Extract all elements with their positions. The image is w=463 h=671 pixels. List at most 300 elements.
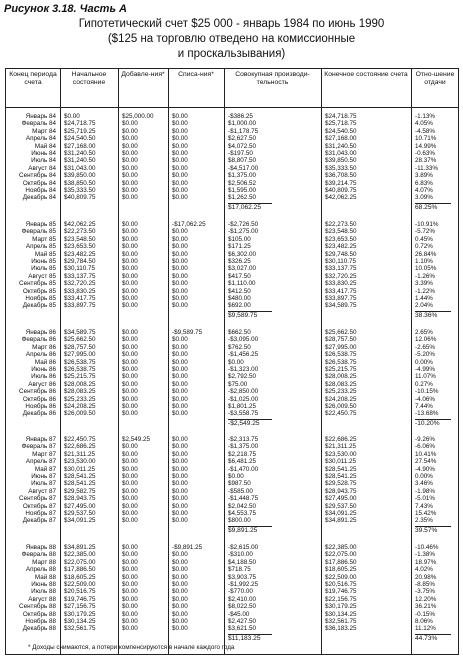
cell-profit: -$386.25 bbox=[228, 113, 253, 120]
cell-return: 10.41% bbox=[415, 450, 437, 458]
cell-start: $28,757.50 bbox=[64, 343, 96, 351]
cell-start: $24,718.75 bbox=[64, 120, 96, 128]
cell-profit: $171.25 bbox=[228, 243, 251, 251]
cell-profit: -$1,992.25 bbox=[228, 581, 259, 588]
cell-return: 14.99% bbox=[415, 142, 437, 150]
cell-added: $0.00 bbox=[122, 164, 138, 172]
cell-end: $31,043.00 bbox=[325, 150, 357, 157]
cell-end: $24,718.75 bbox=[325, 113, 357, 120]
year-total-return: -10.20% bbox=[415, 419, 440, 427]
cell-end: $42,062.25 bbox=[325, 194, 357, 202]
account-table bbox=[5, 68, 459, 655]
table-row bbox=[6, 588, 458, 595]
cell-end: $33,897.75 bbox=[325, 295, 357, 302]
cell-profit: $2,410.00 bbox=[228, 595, 257, 603]
cell-profit: $718.75 bbox=[228, 566, 251, 574]
table-row bbox=[6, 172, 458, 179]
cell-withdrawn: $0.00 bbox=[172, 135, 188, 143]
cell-added: $0.00 bbox=[122, 127, 138, 135]
cell-profit: $762.50 bbox=[228, 343, 251, 351]
cell-start: $42,062.25 bbox=[64, 221, 96, 228]
cell-added: $0.00 bbox=[122, 573, 138, 581]
cell-start: $30,011.25 bbox=[64, 465, 96, 473]
cell-end: $35,333.50 bbox=[325, 164, 357, 172]
cell-return: -5.72% bbox=[415, 228, 435, 236]
table-row bbox=[6, 388, 458, 395]
cell-profit: $3,621.50 bbox=[228, 625, 257, 633]
table-row bbox=[6, 135, 458, 142]
cell-start: $30,134.25 bbox=[64, 618, 96, 625]
cell-end: $22,385.00 bbox=[325, 544, 357, 551]
cell-start: $29,537.50 bbox=[64, 510, 96, 517]
cell-added: $0.00 bbox=[122, 566, 138, 574]
cell-return: -3.75% bbox=[415, 588, 435, 596]
cell-month: Ноябрь 85 bbox=[25, 295, 56, 302]
cell-added: $0.00 bbox=[122, 179, 138, 187]
cell-added: $0.00 bbox=[122, 517, 138, 525]
table-row bbox=[6, 280, 458, 287]
cell-return: 2.04% bbox=[415, 302, 433, 310]
cell-added: $0.00 bbox=[122, 228, 138, 236]
cell-end: $22,273.50 bbox=[325, 221, 357, 228]
cell-end: $30,110.75 bbox=[325, 258, 357, 265]
cell-profit: -$310.00 bbox=[228, 551, 253, 559]
table-row bbox=[6, 295, 458, 302]
cell-withdrawn: $0.00 bbox=[172, 566, 188, 574]
table-row bbox=[6, 596, 458, 603]
cell-withdrawn: $0.00 bbox=[172, 558, 188, 566]
cell-profit: -$1,448.75 bbox=[228, 495, 259, 503]
cell-start: $26,538.75 bbox=[64, 366, 96, 373]
cell-return: 12.20% bbox=[415, 595, 437, 603]
cell-month: Март 84 bbox=[32, 127, 56, 135]
table-row bbox=[6, 381, 458, 388]
cell-end: $26,538.75 bbox=[325, 351, 357, 359]
cell-end: $33,417.75 bbox=[325, 287, 357, 295]
cell-profit: $2,042.50 bbox=[228, 502, 257, 510]
cell-profit: -$197.50 bbox=[228, 150, 253, 157]
header-withdrawn: Списа-ния* bbox=[178, 71, 214, 78]
cell-return: -4.99% bbox=[415, 366, 435, 373]
table-row bbox=[6, 150, 458, 157]
table-row bbox=[6, 180, 458, 187]
cell-return: -1.98% bbox=[415, 487, 435, 495]
table-row bbox=[6, 458, 458, 465]
cell-profit: $6,481.25 bbox=[228, 458, 257, 466]
cell-added: $0.00 bbox=[122, 544, 138, 551]
cell-return: -1.38% bbox=[415, 551, 435, 559]
cell-end: $32,720.25 bbox=[325, 272, 357, 280]
cell-month: Октябрь 88 bbox=[22, 610, 56, 618]
cell-month: Сентябрь 87 bbox=[19, 495, 56, 503]
cell-withdrawn: $0.00 bbox=[172, 380, 188, 388]
cell-return: -4.90% bbox=[415, 465, 435, 473]
cell-return: 11.12% bbox=[415, 625, 436, 633]
table-row bbox=[6, 510, 458, 517]
table-row bbox=[6, 574, 458, 581]
cell-profit: $1,801.25 bbox=[228, 403, 257, 410]
cell-month: Август 87 bbox=[28, 487, 56, 495]
header-profit: Совокупная производи-тельность bbox=[235, 71, 310, 86]
header-end: Конечное состояние счета bbox=[324, 71, 408, 78]
cell-return: 4.05% bbox=[415, 120, 433, 128]
year-total-return: 44.73% bbox=[415, 634, 438, 642]
cell-end: $30,011.25 bbox=[325, 458, 357, 466]
cell-profit: $0.00 bbox=[228, 473, 244, 480]
cell-end: $28,757.50 bbox=[325, 336, 357, 344]
cell-return: 3.89% bbox=[415, 172, 433, 180]
cell-profit: $4,553.75 bbox=[228, 510, 257, 517]
cell-start: $33,897.75 bbox=[64, 302, 96, 310]
cell-added: $0.00 bbox=[122, 243, 138, 251]
table-row bbox=[6, 611, 458, 618]
cell-withdrawn: $0.00 bbox=[172, 573, 188, 581]
cell-withdrawn: $0.00 bbox=[172, 295, 188, 302]
cell-profit: -$1,375.00 bbox=[228, 443, 259, 451]
cell-withdrawn: $0.00 bbox=[172, 450, 188, 458]
cell-month: Ноябрь 84 bbox=[25, 187, 56, 194]
table-row bbox=[6, 566, 458, 573]
cell-end: $23,482.25 bbox=[325, 243, 357, 251]
table-row bbox=[6, 410, 458, 417]
cell-end: $25,233.25 bbox=[325, 388, 357, 396]
cell-withdrawn: -$17,062.25 bbox=[172, 221, 206, 228]
cell-added: $0.00 bbox=[122, 487, 138, 495]
cell-end: $28,008.25 bbox=[325, 373, 357, 381]
cell-start: $21,311.25 bbox=[64, 450, 96, 458]
cell-withdrawn: $0.00 bbox=[172, 235, 188, 243]
cell-added: $25,000.00 bbox=[122, 113, 154, 120]
cell-withdrawn: $0.00 bbox=[172, 150, 188, 157]
cell-added: $0.00 bbox=[122, 610, 138, 618]
cell-profit: -$1,323.00 bbox=[228, 366, 259, 373]
cell-return: 7.43% bbox=[415, 502, 433, 510]
cell-month: Февраль 85 bbox=[21, 228, 56, 236]
cell-added: $0.00 bbox=[122, 458, 138, 466]
cell-end: $23,548.50 bbox=[325, 228, 357, 236]
cell-return: -8.85% bbox=[415, 581, 435, 588]
table-row bbox=[6, 143, 458, 150]
cell-profit: $2,506.52 bbox=[228, 179, 257, 187]
cell-start: $25,233.25 bbox=[64, 395, 96, 403]
cell-withdrawn: $0.00 bbox=[172, 113, 188, 120]
cell-added: $0.00 bbox=[122, 358, 138, 366]
cell-start: $23,548.50 bbox=[64, 235, 96, 243]
cell-added: $0.00 bbox=[122, 510, 138, 517]
cell-end: $20,516.75 bbox=[325, 581, 357, 588]
cell-month: Сентябрь 86 bbox=[19, 388, 56, 396]
cell-profit: $8,807.50 bbox=[228, 157, 257, 165]
cell-month: Март 86 bbox=[32, 343, 56, 351]
table-row bbox=[6, 396, 458, 403]
cell-return: -0.15% bbox=[415, 610, 435, 618]
cell-withdrawn: $0.00 bbox=[172, 164, 188, 172]
table-row bbox=[6, 466, 458, 473]
cell-month: Декабрь 88 bbox=[22, 625, 56, 633]
cell-start: $27,156.75 bbox=[64, 603, 96, 611]
cell-month: Ноябрь 86 bbox=[25, 403, 56, 410]
cell-month: Январь 86 bbox=[25, 329, 56, 336]
cell-added: $0.00 bbox=[122, 403, 138, 410]
table-row bbox=[6, 157, 458, 164]
cell-end: $17,886.50 bbox=[325, 558, 357, 566]
cell-profit: $2,218.75 bbox=[228, 450, 257, 458]
cell-return: 3.46% bbox=[415, 480, 433, 488]
cell-profit: $6,302.00 bbox=[228, 250, 257, 258]
cell-return: -2.65% bbox=[415, 343, 435, 351]
table-row bbox=[6, 551, 458, 558]
cell-end: $22,075.00 bbox=[325, 551, 357, 559]
cell-profit: -$2,850.00 bbox=[228, 388, 259, 396]
cell-start: $18,605.25 bbox=[64, 573, 96, 581]
cell-start: $23,530.00 bbox=[64, 458, 96, 466]
cell-added: $0.00 bbox=[122, 366, 138, 373]
table-row bbox=[6, 443, 458, 450]
cell-return: 10.71% bbox=[415, 135, 437, 143]
cell-profit: -$2,615.00 bbox=[228, 544, 259, 551]
cell-month: Июнь 84 bbox=[31, 150, 56, 157]
cell-withdrawn: $0.00 bbox=[172, 495, 188, 503]
cell-month: Июнь 85 bbox=[31, 258, 56, 265]
cell-return: -1.13% bbox=[415, 113, 435, 120]
cell-added: $0.00 bbox=[122, 388, 138, 396]
cell-withdrawn: $0.00 bbox=[172, 403, 188, 410]
cell-profit: $3,027.00 bbox=[228, 265, 257, 273]
cell-added: $0.00 bbox=[122, 380, 138, 388]
cell-end: $36,708.50 bbox=[325, 172, 357, 180]
year-total-return: 68.25% bbox=[415, 203, 438, 211]
cell-month: Июнь 87 bbox=[31, 473, 56, 480]
cell-return: 20.98% bbox=[415, 573, 437, 581]
cell-end: $28,541.25 bbox=[325, 465, 357, 473]
cell-month: Май 85 bbox=[34, 250, 56, 258]
cell-month: Сентябрь 88 bbox=[19, 603, 56, 611]
cell-withdrawn: $0.00 bbox=[172, 336, 188, 344]
table-row bbox=[6, 128, 458, 135]
cell-withdrawn: $0.00 bbox=[172, 395, 188, 403]
cell-added: $0.00 bbox=[122, 603, 138, 611]
cell-added: $0.00 bbox=[122, 551, 138, 559]
cell-return: 6.83% bbox=[415, 179, 433, 187]
cell-month: Декабрь 86 bbox=[22, 410, 56, 418]
cell-added: $0.00 bbox=[122, 558, 138, 566]
cell-withdrawn: $0.00 bbox=[172, 487, 188, 495]
cell-added: $0.00 bbox=[122, 187, 138, 194]
cell-withdrawn: $0.00 bbox=[172, 595, 188, 603]
cell-profit: $75.00 bbox=[228, 380, 248, 388]
cell-month: Апрель 85 bbox=[25, 243, 56, 251]
cell-withdrawn: $0.00 bbox=[172, 287, 188, 295]
table-row bbox=[6, 221, 458, 228]
cell-added: $0.00 bbox=[122, 410, 138, 418]
cell-withdrawn: $0.00 bbox=[172, 373, 188, 381]
cell-added: $0.00 bbox=[122, 336, 138, 344]
cell-end: $34,091.25 bbox=[325, 510, 357, 517]
document-title bbox=[0, 17, 463, 62]
cell-start: $22,273.50 bbox=[64, 228, 96, 236]
cell-start: $25,719.25 bbox=[64, 127, 96, 135]
cell-start: $25,215.75 bbox=[64, 373, 96, 381]
cell-end: $39,850.50 bbox=[325, 157, 357, 165]
cell-return: 0.00% bbox=[415, 358, 433, 366]
cell-profit: -$1,178.75 bbox=[228, 127, 259, 135]
cell-withdrawn: $0.00 bbox=[172, 502, 188, 510]
cell-profit: $4,072.50 bbox=[228, 142, 257, 150]
table-row bbox=[6, 473, 458, 480]
cell-withdrawn: $0.00 bbox=[172, 473, 188, 480]
cell-start: $33,137.75 bbox=[64, 272, 96, 280]
cell-profit: $1,595.00 bbox=[228, 187, 257, 194]
cell-added: $0.00 bbox=[122, 250, 138, 258]
cell-month: Ноябрь 88 bbox=[25, 618, 56, 625]
cell-added: $0.00 bbox=[122, 443, 138, 451]
cell-added: $0.00 bbox=[122, 157, 138, 165]
cell-withdrawn: $0.00 bbox=[172, 517, 188, 525]
cell-withdrawn: $0.00 bbox=[172, 228, 188, 236]
cell-profit: $326.25 bbox=[228, 258, 251, 265]
cell-start: $34,589.75 bbox=[64, 329, 96, 336]
cell-start: $25,662.50 bbox=[64, 336, 96, 344]
cell-added: $0.00 bbox=[122, 450, 138, 458]
cell-return: 0.00% bbox=[415, 473, 433, 480]
cell-withdrawn: $0.00 bbox=[172, 603, 188, 611]
cell-end: $24,540.50 bbox=[325, 127, 357, 135]
cell-added: $0.00 bbox=[122, 235, 138, 243]
cell-start: $28,008.25 bbox=[64, 380, 96, 388]
cell-return: -1.26% bbox=[415, 272, 435, 280]
cell-start: $24,540.50 bbox=[64, 135, 96, 143]
cell-profit: -$1,470.00 bbox=[228, 465, 259, 473]
table-row bbox=[6, 351, 458, 358]
cell-start: $23,482.25 bbox=[64, 250, 96, 258]
cell-withdrawn: $0.00 bbox=[172, 581, 188, 588]
cell-return: 4.07% bbox=[415, 187, 433, 194]
cell-return: 0.27% bbox=[415, 380, 433, 388]
cell-return: -1.22% bbox=[415, 287, 435, 295]
cell-profit: $412.50 bbox=[228, 287, 251, 295]
cell-end: $26,009.50 bbox=[325, 403, 357, 410]
cell-end: $24,208.25 bbox=[325, 395, 357, 403]
cell-return: -11.33% bbox=[415, 164, 438, 172]
cell-month: Февраль 84 bbox=[21, 120, 56, 128]
cell-return: 10.05% bbox=[415, 265, 437, 273]
table-row bbox=[6, 258, 458, 265]
cell-month: Май 84 bbox=[34, 142, 56, 150]
cell-end: $22,686.25 bbox=[325, 436, 357, 443]
cell-withdrawn: $0.00 bbox=[172, 388, 188, 396]
cell-month: Август 88 bbox=[28, 595, 56, 603]
cell-return: 2.35% bbox=[415, 517, 433, 525]
cell-end: $27,995.00 bbox=[325, 343, 357, 351]
cell-withdrawn: $0.00 bbox=[172, 120, 188, 128]
cell-added: $0.00 bbox=[122, 120, 138, 128]
cell-end: $34,891.25 bbox=[325, 517, 357, 525]
cell-profit: $987.50 bbox=[228, 480, 251, 488]
cell-return: 1.44% bbox=[415, 295, 433, 302]
cell-month: Февраль 87 bbox=[21, 443, 56, 451]
cell-month: Октябрь 86 bbox=[22, 395, 56, 403]
cell-end: $40,809.75 bbox=[325, 187, 357, 194]
cell-month: Июль 87 bbox=[31, 480, 56, 488]
cell-month: Апрель 87 bbox=[25, 458, 56, 466]
cell-month: Декабрь 85 bbox=[22, 302, 56, 310]
cell-return: 0.72% bbox=[415, 243, 433, 251]
table-row bbox=[6, 329, 458, 336]
cell-start: $31,240.50 bbox=[64, 157, 96, 165]
cell-month: Апрель 88 bbox=[25, 566, 56, 574]
cell-start: $23,653.50 bbox=[64, 243, 96, 251]
cell-profit: -$585.00 bbox=[228, 487, 253, 495]
cell-start: $30,110.75 bbox=[64, 265, 96, 273]
table-row bbox=[6, 581, 458, 588]
year-total-profit: $17,062.25 bbox=[228, 203, 262, 211]
cell-profit: -$1,275.00 bbox=[228, 228, 259, 236]
cell-profit: $4,188.50 bbox=[228, 558, 257, 566]
cell-withdrawn: $0.00 bbox=[172, 510, 188, 517]
table-row bbox=[6, 618, 458, 625]
cell-month: Июль 86 bbox=[31, 373, 56, 381]
cell-end: $28,541.25 bbox=[325, 473, 357, 480]
cell-start: $22,075.00 bbox=[64, 558, 96, 566]
table-row bbox=[6, 517, 458, 524]
cell-start: $19,746.75 bbox=[64, 595, 96, 603]
cell-profit: $1,375.00 bbox=[228, 172, 257, 180]
cell-withdrawn: $0.00 bbox=[172, 443, 188, 451]
title-line-1: Гипотетический счет $25 000 - январь 1984 по июнь 1990 bbox=[78, 18, 385, 30]
cell-month: Июль 84 bbox=[31, 157, 56, 165]
cell-added: $0.00 bbox=[122, 473, 138, 480]
cell-return: -9.26% bbox=[415, 436, 435, 443]
cell-added: $0.00 bbox=[122, 258, 138, 265]
cell-added: $0.00 bbox=[122, 480, 138, 488]
cell-withdrawn: $0.00 bbox=[172, 480, 188, 488]
cell-profit: -$1,456.25 bbox=[228, 351, 259, 359]
cell-end: $22,156.75 bbox=[325, 595, 357, 603]
cell-end: $32,561.75 bbox=[325, 618, 357, 625]
table-row bbox=[6, 603, 458, 610]
cell-return: 8.06% bbox=[415, 618, 433, 625]
cell-profit: $105.00 bbox=[228, 235, 251, 243]
cell-month: Октябрь 84 bbox=[22, 179, 56, 187]
cell-start: $32,561.75 bbox=[64, 625, 96, 633]
cell-month: Май 88 bbox=[34, 573, 56, 581]
cell-profit: $662.50 bbox=[228, 329, 251, 336]
cell-added: $0.00 bbox=[122, 395, 138, 403]
title-line-2: ($125 на торговлю отведено на комиссионные bbox=[107, 33, 356, 45]
table-row bbox=[6, 120, 458, 127]
cell-start: $33,417.75 bbox=[64, 295, 96, 302]
cell-withdrawn: $0.00 bbox=[172, 436, 188, 443]
cell-return: 11.07% bbox=[415, 373, 436, 381]
cell-withdrawn: $0.00 bbox=[172, 588, 188, 596]
cell-end: $25,718.75 bbox=[325, 120, 357, 128]
cell-return: -10.91% bbox=[415, 221, 439, 228]
cell-month: Октябрь 87 bbox=[22, 502, 56, 510]
table-row bbox=[6, 344, 458, 351]
cell-end: $39,214.75 bbox=[325, 179, 357, 187]
cell-added: $0.00 bbox=[122, 343, 138, 351]
cell-end: $29,537.50 bbox=[325, 502, 357, 510]
cell-return: 3.39% bbox=[415, 280, 433, 288]
cell-month: Январь 88 bbox=[25, 544, 56, 551]
table-row bbox=[6, 236, 458, 243]
cell-end: $25,662.50 bbox=[325, 329, 357, 336]
cell-profit: -$3,558.75 bbox=[228, 410, 259, 418]
cell-profit: $8,022.50 bbox=[228, 603, 257, 611]
header-month: Конец периода счета bbox=[9, 71, 57, 86]
cell-return: 0.45% bbox=[415, 235, 433, 243]
cell-withdrawn: $0.00 bbox=[172, 179, 188, 187]
